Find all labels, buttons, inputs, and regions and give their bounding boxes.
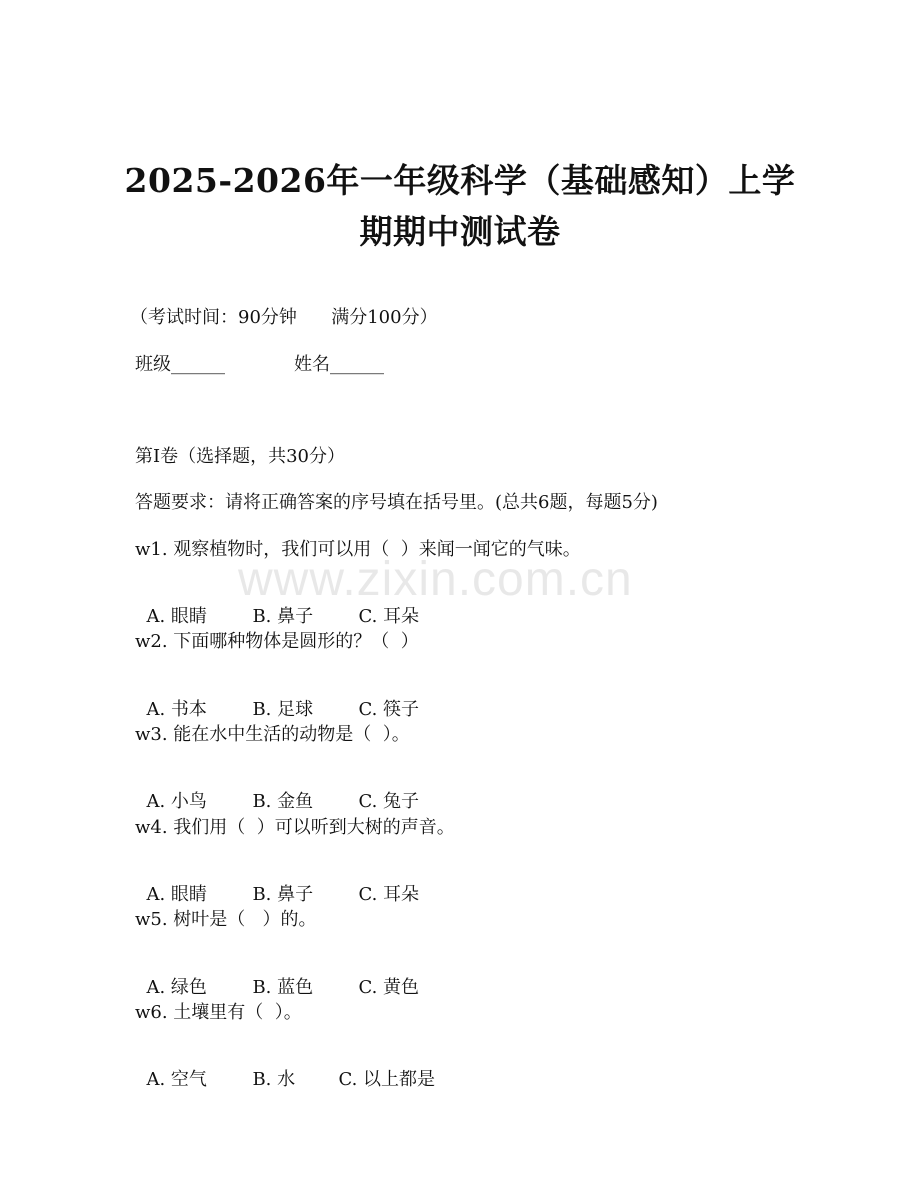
class-field-label: 班级______ bbox=[135, 354, 225, 375]
question-stem: w6. 土壤里有（ ）。 bbox=[135, 1002, 302, 1023]
option-b: B. 水 bbox=[252, 1069, 296, 1090]
question-options bbox=[135, 859, 419, 906]
question-stem: w1. 观察植物时，我们可以用（ ）来闻一闻它的气味。 bbox=[135, 539, 581, 560]
option-c: C. 耳朵 bbox=[358, 884, 420, 905]
exam-time-and-score: （考试时间：90分钟 满分100分） bbox=[130, 307, 438, 328]
question-options bbox=[135, 766, 419, 813]
question-stem: w4. 我们用（ ）可以听到大树的声音。 bbox=[135, 817, 455, 838]
option-b: B. 鼻子 bbox=[252, 606, 314, 627]
option-c: C. 耳朵 bbox=[358, 606, 420, 627]
watermark: www.zixin.com.cn bbox=[238, 553, 633, 606]
question-stem: w5. 树叶是（ ）的。 bbox=[135, 909, 317, 930]
option-c: C. 兔子 bbox=[358, 791, 420, 812]
question-stem: w3. 能在水中生活的动物是（ ）。 bbox=[135, 724, 410, 745]
page-title-line-1: 2025-2026年一年级科学（基础感知）上学 bbox=[124, 161, 796, 200]
question-options bbox=[135, 674, 419, 721]
option-c: C. 黄色 bbox=[358, 977, 420, 998]
option-a: A. 眼睛 bbox=[146, 884, 207, 905]
option-a: A. 小鸟 bbox=[146, 791, 207, 812]
option-a: A. 书本 bbox=[146, 699, 207, 720]
question-stem: w2. 下面哪种物体是圆形的？（ ） bbox=[135, 631, 419, 652]
section-instructions: 答题要求：请将正确答案的序号填在括号里。(总共6题，每题5分) bbox=[135, 492, 658, 513]
option-b: B. 金鱼 bbox=[252, 791, 314, 812]
option-c: C. 筷子 bbox=[358, 699, 420, 720]
option-b: B. 鼻子 bbox=[252, 884, 314, 905]
option-b: B. 足球 bbox=[252, 699, 314, 720]
name-field-label: 姓名______ bbox=[294, 354, 384, 375]
section-title: 第I卷（选择题，共30分） bbox=[135, 446, 346, 467]
question-options bbox=[135, 1044, 435, 1091]
option-a: A. 绿色 bbox=[146, 977, 207, 998]
question-options bbox=[135, 952, 419, 999]
page-title-line-2: 期期中测试卷 bbox=[359, 212, 561, 251]
option-a: A. 眼睛 bbox=[146, 606, 207, 627]
option-c: C. 以上都是 bbox=[338, 1069, 436, 1090]
option-a: A. 空气 bbox=[146, 1069, 207, 1090]
option-b: B. 蓝色 bbox=[252, 977, 314, 998]
